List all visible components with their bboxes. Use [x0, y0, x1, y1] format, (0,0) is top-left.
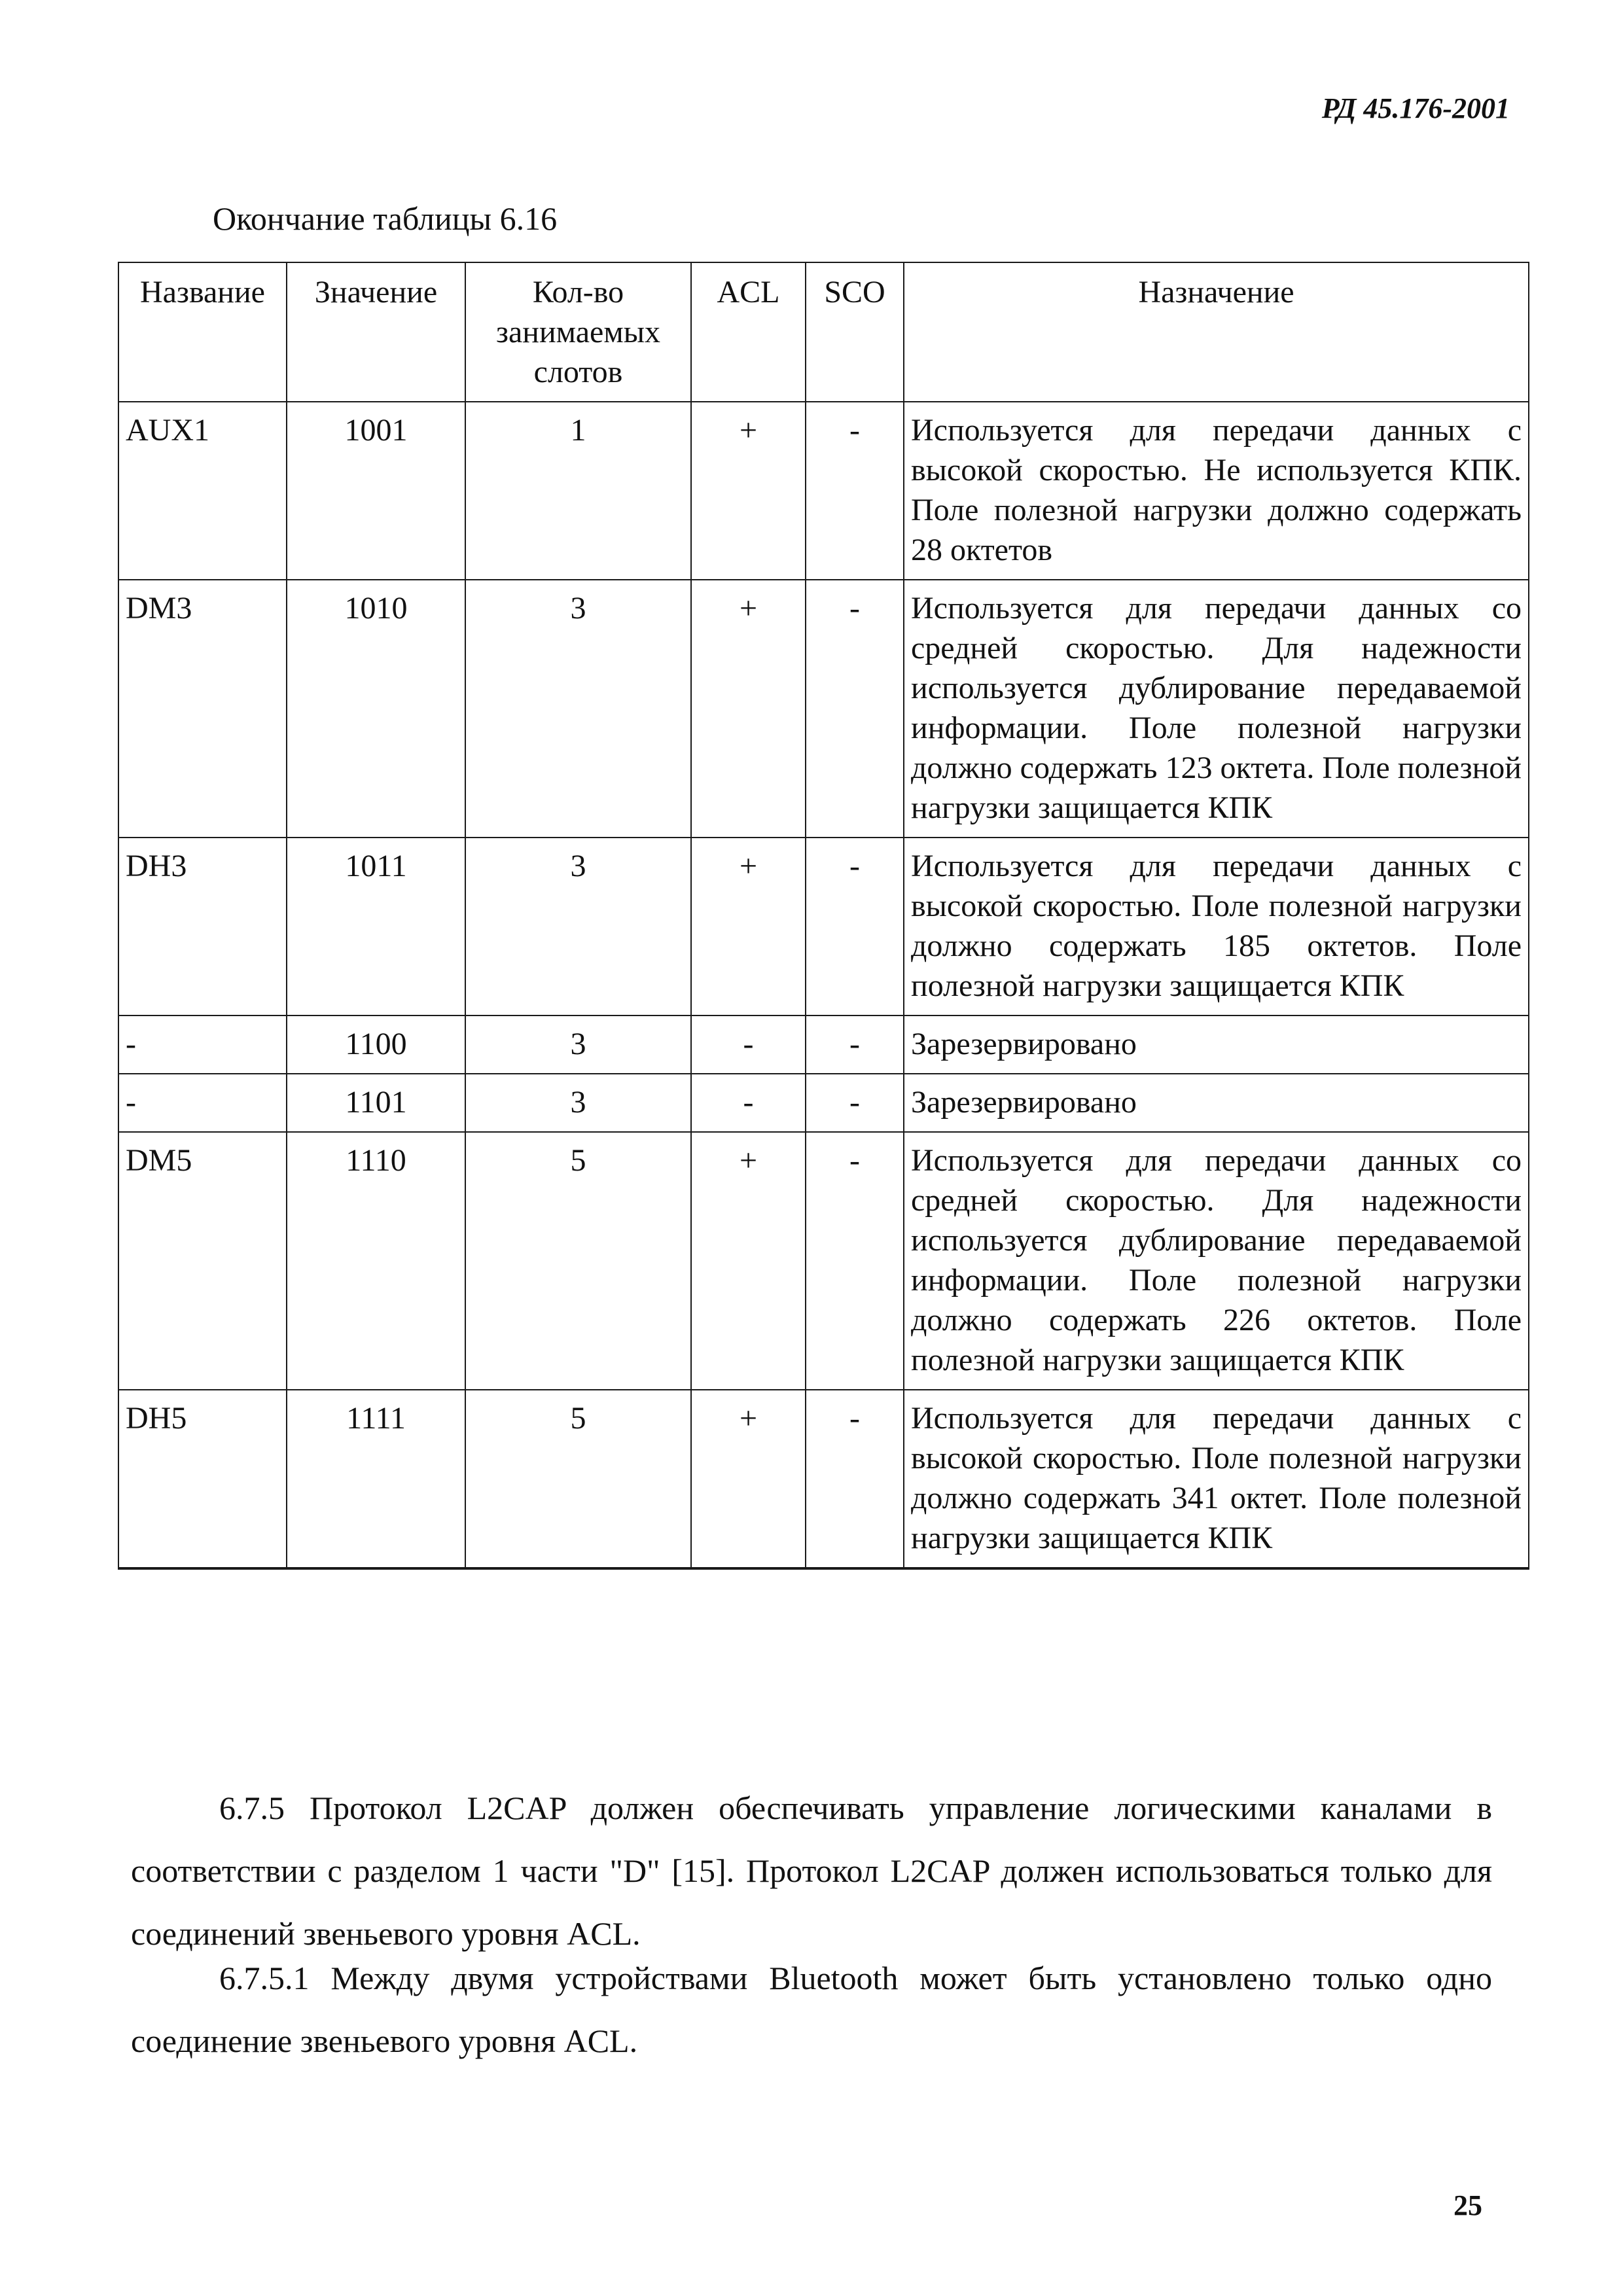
cell-name: DH5	[118, 1390, 287, 1568]
cell-acl: -	[691, 1074, 806, 1132]
column-header-value: Значение	[287, 262, 465, 402]
cell-acl: -	[691, 1016, 806, 1074]
table-row	[118, 580, 1529, 838]
cell-acl: +	[691, 580, 806, 838]
cell-purpose: Зарезервировано	[904, 1016, 1529, 1074]
table-row	[118, 402, 1529, 580]
cell-slots: 3	[465, 1016, 691, 1074]
cell-value: 1001	[287, 402, 465, 580]
table-row	[118, 838, 1529, 1016]
cell-name: AUX1	[118, 402, 287, 580]
cell-purpose: Используется для передачи данных с высокой скоростью. Поле полезной нагрузки должно содержать 185 октетов. Поле полезной нагрузки защищается КПК	[904, 838, 1529, 1016]
cell-slots: 3	[465, 1074, 691, 1132]
cell-sco: -	[806, 402, 904, 580]
cell-name: DM3	[118, 580, 287, 838]
cell-acl: +	[691, 1390, 806, 1568]
cell-acl: +	[691, 1132, 806, 1390]
cell-sco: -	[806, 838, 904, 1016]
cell-purpose: Используется для передачи данных с высокой скоростью. Не используется КПК. Поле полезной нагрузки должно содержать 28 октетов	[904, 402, 1529, 580]
cell-sco: -	[806, 1390, 904, 1568]
page-number: 25	[1454, 2189, 1482, 2221]
cell-value: 1111	[287, 1390, 465, 1568]
paragraph-6-7-5: 6.7.5 Протокол L2CAP должен обеспечивать управление логическими каналами в соответствии с разделом 1 части "D" [15]. Протокол L2CAP должен использоваться только для соединений звеньевого уровня ACL.	[131, 1790, 1492, 1952]
table-row	[118, 1016, 1529, 1074]
cell-name: -	[118, 1016, 287, 1074]
cell-slots: 1	[465, 402, 691, 580]
document-code: РД 45.176-2001	[1321, 92, 1510, 124]
table-row	[118, 1074, 1529, 1132]
column-header-purpose: Назначение	[904, 262, 1529, 402]
cell-value: 1110	[287, 1132, 465, 1390]
packet-types-table	[118, 262, 1529, 1570]
table-caption: Окончание таблицы 6.16	[213, 200, 558, 237]
column-header-sco: SCO	[806, 262, 904, 402]
cell-value: 1101	[287, 1074, 465, 1132]
cell-name: -	[118, 1074, 287, 1132]
cell-value: 1011	[287, 838, 465, 1016]
table-row	[118, 1132, 1529, 1390]
cell-purpose: Используется для передачи данных со средней скоростью. Для надежности используется дублирование передаваемой информации. Поле полезной нагрузки должно содержать 123 октета. Поле полезной нагрузки защищается КПК	[904, 580, 1529, 838]
cell-value: 1100	[287, 1016, 465, 1074]
cell-sco: -	[806, 580, 904, 838]
paragraph-6-7-5-1: 6.7.5.1 Между двумя устройствами Bluetooth может быть установлено только одно соединение звеньевого уровня ACL.	[131, 1960, 1492, 2059]
cell-slots: 3	[465, 580, 691, 838]
table-header-row	[118, 262, 1529, 402]
cell-acl: +	[691, 402, 806, 580]
cell-purpose: Используется для передачи данных со средней скоростью. Для надежности используется дублирование передаваемой информации. Поле полезной нагрузки должно содержать 226 октетов. Поле полезной нагрузки защищается КПК	[904, 1132, 1529, 1390]
cell-sco: -	[806, 1074, 904, 1132]
cell-slots: 5	[465, 1132, 691, 1390]
cell-purpose: Зарезервировано	[904, 1074, 1529, 1132]
cell-name: DM5	[118, 1132, 287, 1390]
column-header-acl: ACL	[691, 262, 806, 402]
cell-name: DH3	[118, 838, 287, 1016]
column-header-name: Название	[118, 262, 287, 402]
cell-slots: 3	[465, 838, 691, 1016]
cell-purpose: Используется для передачи данных с высокой скоростью. Поле полезной нагрузки должно содержать 341 октет. Поле полезной нагрузки защищается КПК	[904, 1390, 1529, 1568]
column-header-slots: Кол-во занимаемых слотов	[465, 262, 691, 402]
cell-value: 1010	[287, 580, 465, 838]
table-row	[118, 1390, 1529, 1568]
cell-slots: 5	[465, 1390, 691, 1568]
cell-sco: -	[806, 1016, 904, 1074]
cell-sco: -	[806, 1132, 904, 1390]
cell-acl: +	[691, 838, 806, 1016]
